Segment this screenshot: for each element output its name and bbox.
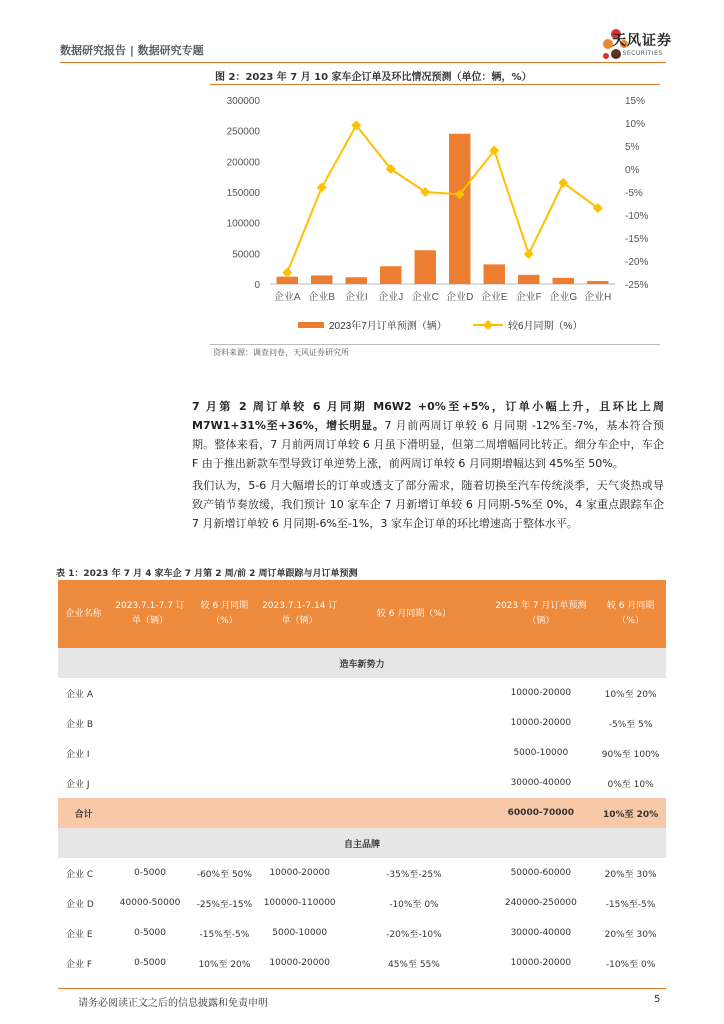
table-cell: 企业 A xyxy=(66,689,94,700)
table-cell: -25%至-15% xyxy=(196,899,253,910)
table-cell: 60000-70000 xyxy=(487,798,596,828)
table-cell xyxy=(258,798,341,828)
table-cell: 10000-20000 xyxy=(510,718,572,728)
header-divider xyxy=(60,62,666,63)
figure-source: 资料来源：调查问卷，天风证券研究所 xyxy=(213,348,349,357)
orders-table xyxy=(58,580,666,978)
bar xyxy=(553,278,574,284)
table-row xyxy=(58,768,666,798)
table-cell: 企业 E xyxy=(66,929,93,940)
left-axis-tick-label: 100000 xyxy=(226,218,260,230)
table-row xyxy=(58,708,666,738)
table-cell xyxy=(191,798,258,828)
table-cell: -5%至 5% xyxy=(608,719,653,730)
table-cell: 企业 D xyxy=(66,899,94,910)
table-row xyxy=(58,918,666,948)
line-point xyxy=(524,249,534,259)
table-cell xyxy=(341,708,486,738)
table-section-row xyxy=(58,828,666,858)
table-cell: 30000-40000 xyxy=(510,928,572,938)
table-title: 表 1：2023 年 7 月 4 家车企 7 月第 2 周/前 2 周订单跟踪与月订单预测 xyxy=(56,569,358,579)
x-axis-tick-label: 企业A xyxy=(273,292,301,303)
table-cell: 0%至 10% xyxy=(607,779,654,790)
table-cell xyxy=(109,708,190,738)
table-cell: 企业 F xyxy=(66,959,93,970)
legend-line-marker xyxy=(483,320,493,330)
table-cell: -10%至 0% xyxy=(389,899,439,910)
right-axis-tick-label: -5% xyxy=(625,188,643,199)
paragraph-1-bold: 7 月第 2 周订单较 6 月同期 M6W2 +0%至+5%，订单小幅上升，且环比上周 M7W1+31%至+36%，增长明显。 xyxy=(192,400,664,432)
table-cell: 0-5000 xyxy=(134,958,166,968)
table-cell: 0-5000 xyxy=(134,868,166,878)
footer-divider xyxy=(58,988,666,989)
right-axis-tick-label: 5% xyxy=(625,142,640,153)
table-cell: 10%至 20% xyxy=(604,689,657,700)
footer-disclaimer: 请务必阅读正文之后的信息披露和免责申明 xyxy=(78,998,268,1009)
table-cell: 45%至 55% xyxy=(387,959,440,970)
table-cell xyxy=(258,708,341,738)
table-cell: 0-5000 xyxy=(134,928,166,938)
series-line xyxy=(287,125,598,272)
table-row xyxy=(58,948,666,978)
table-cell: 合计 xyxy=(58,798,109,828)
table-header-row xyxy=(58,580,666,648)
table-cell: 5000-10000 xyxy=(513,748,569,758)
right-axis-tick-label: 0% xyxy=(625,165,640,176)
table-cell: -60%至 50% xyxy=(196,869,252,880)
table-cell: 10000-20000 xyxy=(269,868,330,878)
table-cell xyxy=(109,798,190,828)
right-axis-tick-label: 10% xyxy=(625,119,646,130)
right-axis-tick-label: -25% xyxy=(625,280,649,291)
brand-sub: TF SECURITIES xyxy=(612,50,663,57)
left-axis-tick-label: 0 xyxy=(254,280,260,291)
table-cell: 20%至 30% xyxy=(604,929,657,940)
table-cell: 40000-50000 xyxy=(119,898,181,908)
table-header-cell: 企业名称 xyxy=(58,580,109,648)
x-axis-tick-label: 企业I xyxy=(344,292,368,303)
table-cell: -20%至-10% xyxy=(386,929,442,940)
x-axis-tick-label: 企业E xyxy=(480,292,508,303)
bar xyxy=(277,277,298,284)
table-cell: 企业 C xyxy=(66,869,94,880)
figure-bottom-border xyxy=(210,344,660,345)
bar xyxy=(415,250,436,284)
table-cell: 10%至 20% xyxy=(198,959,251,970)
figure-top-border xyxy=(210,84,660,85)
table-section-row xyxy=(58,648,666,678)
left-axis-tick-label: 150000 xyxy=(226,188,260,199)
report-category: 数据研究报告 | 数据研究专题 xyxy=(60,44,204,57)
line-point xyxy=(317,182,327,192)
table-cell: 10%至 20% xyxy=(595,798,666,828)
table-cell xyxy=(258,738,341,768)
x-axis-tick-label: 企业G xyxy=(549,292,578,303)
left-axis-tick-label: 200000 xyxy=(226,157,260,169)
table-cell xyxy=(109,738,190,768)
table-cell: -35%至-25% xyxy=(386,869,442,880)
legend-bar-label: 2023年7月订单预测（辆） xyxy=(329,321,447,332)
table-header-cell: 较 6 月同期（%） xyxy=(595,580,666,648)
left-axis-tick-label: 300000 xyxy=(226,96,260,107)
x-axis-tick-label: 企业H xyxy=(584,292,612,303)
right-axis-tick-label: -15% xyxy=(625,234,649,245)
table-cell: 240000-250000 xyxy=(504,898,577,908)
table-cell xyxy=(258,678,341,708)
table-header-cell: 2023.7.1-7.14 订单（辆） xyxy=(258,580,341,648)
table-row xyxy=(58,678,666,708)
x-axis-tick-label: 企业D xyxy=(446,292,474,303)
table-cell xyxy=(191,678,258,708)
bar xyxy=(449,134,470,284)
table-header-cell: 较 6 月同期（%） xyxy=(191,580,258,648)
bar xyxy=(587,281,608,284)
x-axis-tick-label: 企业J xyxy=(378,292,404,303)
table-header-cell: 2023.7.1-7.7 订单（辆） xyxy=(109,580,190,648)
right-axis-tick-label: -20% xyxy=(625,257,649,268)
table-cell xyxy=(341,768,486,798)
table-cell: 90%至 100% xyxy=(601,749,660,760)
paragraph-1-rest: 7 月前两周订单较 6 月同期 -12%至-7%，基本符合预期。整体来看，7 月前两周订单较 6 月虽下滑明显，但第二周增幅同比转正。细分车企中，车企 F 由于推出新款车型导致订单逆势上涨，前两周订单较 6 月同期增幅达到 45%至 50%。 xyxy=(192,419,665,470)
table-cell xyxy=(109,768,190,798)
bar xyxy=(346,277,367,284)
table-cell xyxy=(341,798,486,828)
bar xyxy=(518,275,539,284)
paragraph-2: 我们认为，5-6 月大幅增长的订单或透支了部分需求，随着切换至汽车传统淡季，天气炎热或导致产销节奏放缓，我们预计 10 家车企 7 月新增订单较 6 月同期-5%至 0%，4 家重点跟踪车企 7 月新增订单较 6 月同期-6%至-1%，3 家车企订单的环比增速高于整体水平。 xyxy=(192,479,664,530)
table-cell: 企业 I xyxy=(66,749,90,760)
table-cell: 20%至 30% xyxy=(604,869,657,880)
table-cell: -15%至-5% xyxy=(605,899,656,910)
paragraph-1 xyxy=(192,397,664,473)
table-cell: -15%至-5% xyxy=(199,929,250,940)
table-section-label: 造车新势力 xyxy=(58,648,666,678)
table-cell xyxy=(258,768,341,798)
table-section-label: 自主品牌 xyxy=(58,828,666,858)
legend-bar-swatch xyxy=(298,322,324,328)
table-cell: 5000-10000 xyxy=(272,928,328,938)
table-cell: 30000-40000 xyxy=(510,778,572,788)
bar xyxy=(380,266,401,284)
table-cell: 10000-20000 xyxy=(510,688,572,698)
table-cell: 50000-60000 xyxy=(510,868,572,878)
table-cell: -10%至 0% xyxy=(605,959,656,970)
table-header-cell: 较 6 月同期（%） xyxy=(341,580,486,648)
bar xyxy=(311,275,332,284)
brand-name: 天风证券 xyxy=(612,33,672,49)
bar xyxy=(484,264,505,284)
x-axis-tick-label: 企业F xyxy=(515,292,542,303)
line-point xyxy=(282,268,292,278)
x-axis-tick-label: 企业B xyxy=(308,292,336,303)
table-cell: 10000-20000 xyxy=(269,958,330,968)
table-cell: 100000-110000 xyxy=(263,898,336,908)
x-axis-tick-label: 企业C xyxy=(411,292,439,303)
orders-chart xyxy=(205,88,665,344)
table-body xyxy=(58,648,666,978)
table-cell xyxy=(109,678,190,708)
table-cell xyxy=(341,738,486,768)
right-axis-tick-label: -10% xyxy=(625,211,649,222)
table-total-row xyxy=(58,798,666,828)
legend-line-label: 较6月同期（%） xyxy=(508,321,583,332)
left-axis-tick-label: 250000 xyxy=(226,126,260,138)
table-cell xyxy=(191,708,258,738)
figure-title: 图 2：2023 年 7 月 10 家车企订单及环比情况预测（单位：辆，%） xyxy=(215,72,532,83)
table-row xyxy=(58,888,666,918)
left-axis-tick-label: 50000 xyxy=(232,249,260,261)
table-cell: 企业 J xyxy=(66,779,90,790)
table-cell: 企业 B xyxy=(66,719,94,730)
table-cell xyxy=(191,738,258,768)
right-axis-tick-label: 15% xyxy=(625,96,646,107)
table-cell: 10000-20000 xyxy=(510,958,572,968)
page-number: 5 xyxy=(654,994,661,1005)
table-cell xyxy=(341,678,486,708)
table-header-cell: 2023 年 7 月订单预测（辆） xyxy=(487,580,596,648)
table-row xyxy=(58,858,666,888)
table-row xyxy=(58,738,666,768)
table-cell xyxy=(191,768,258,798)
